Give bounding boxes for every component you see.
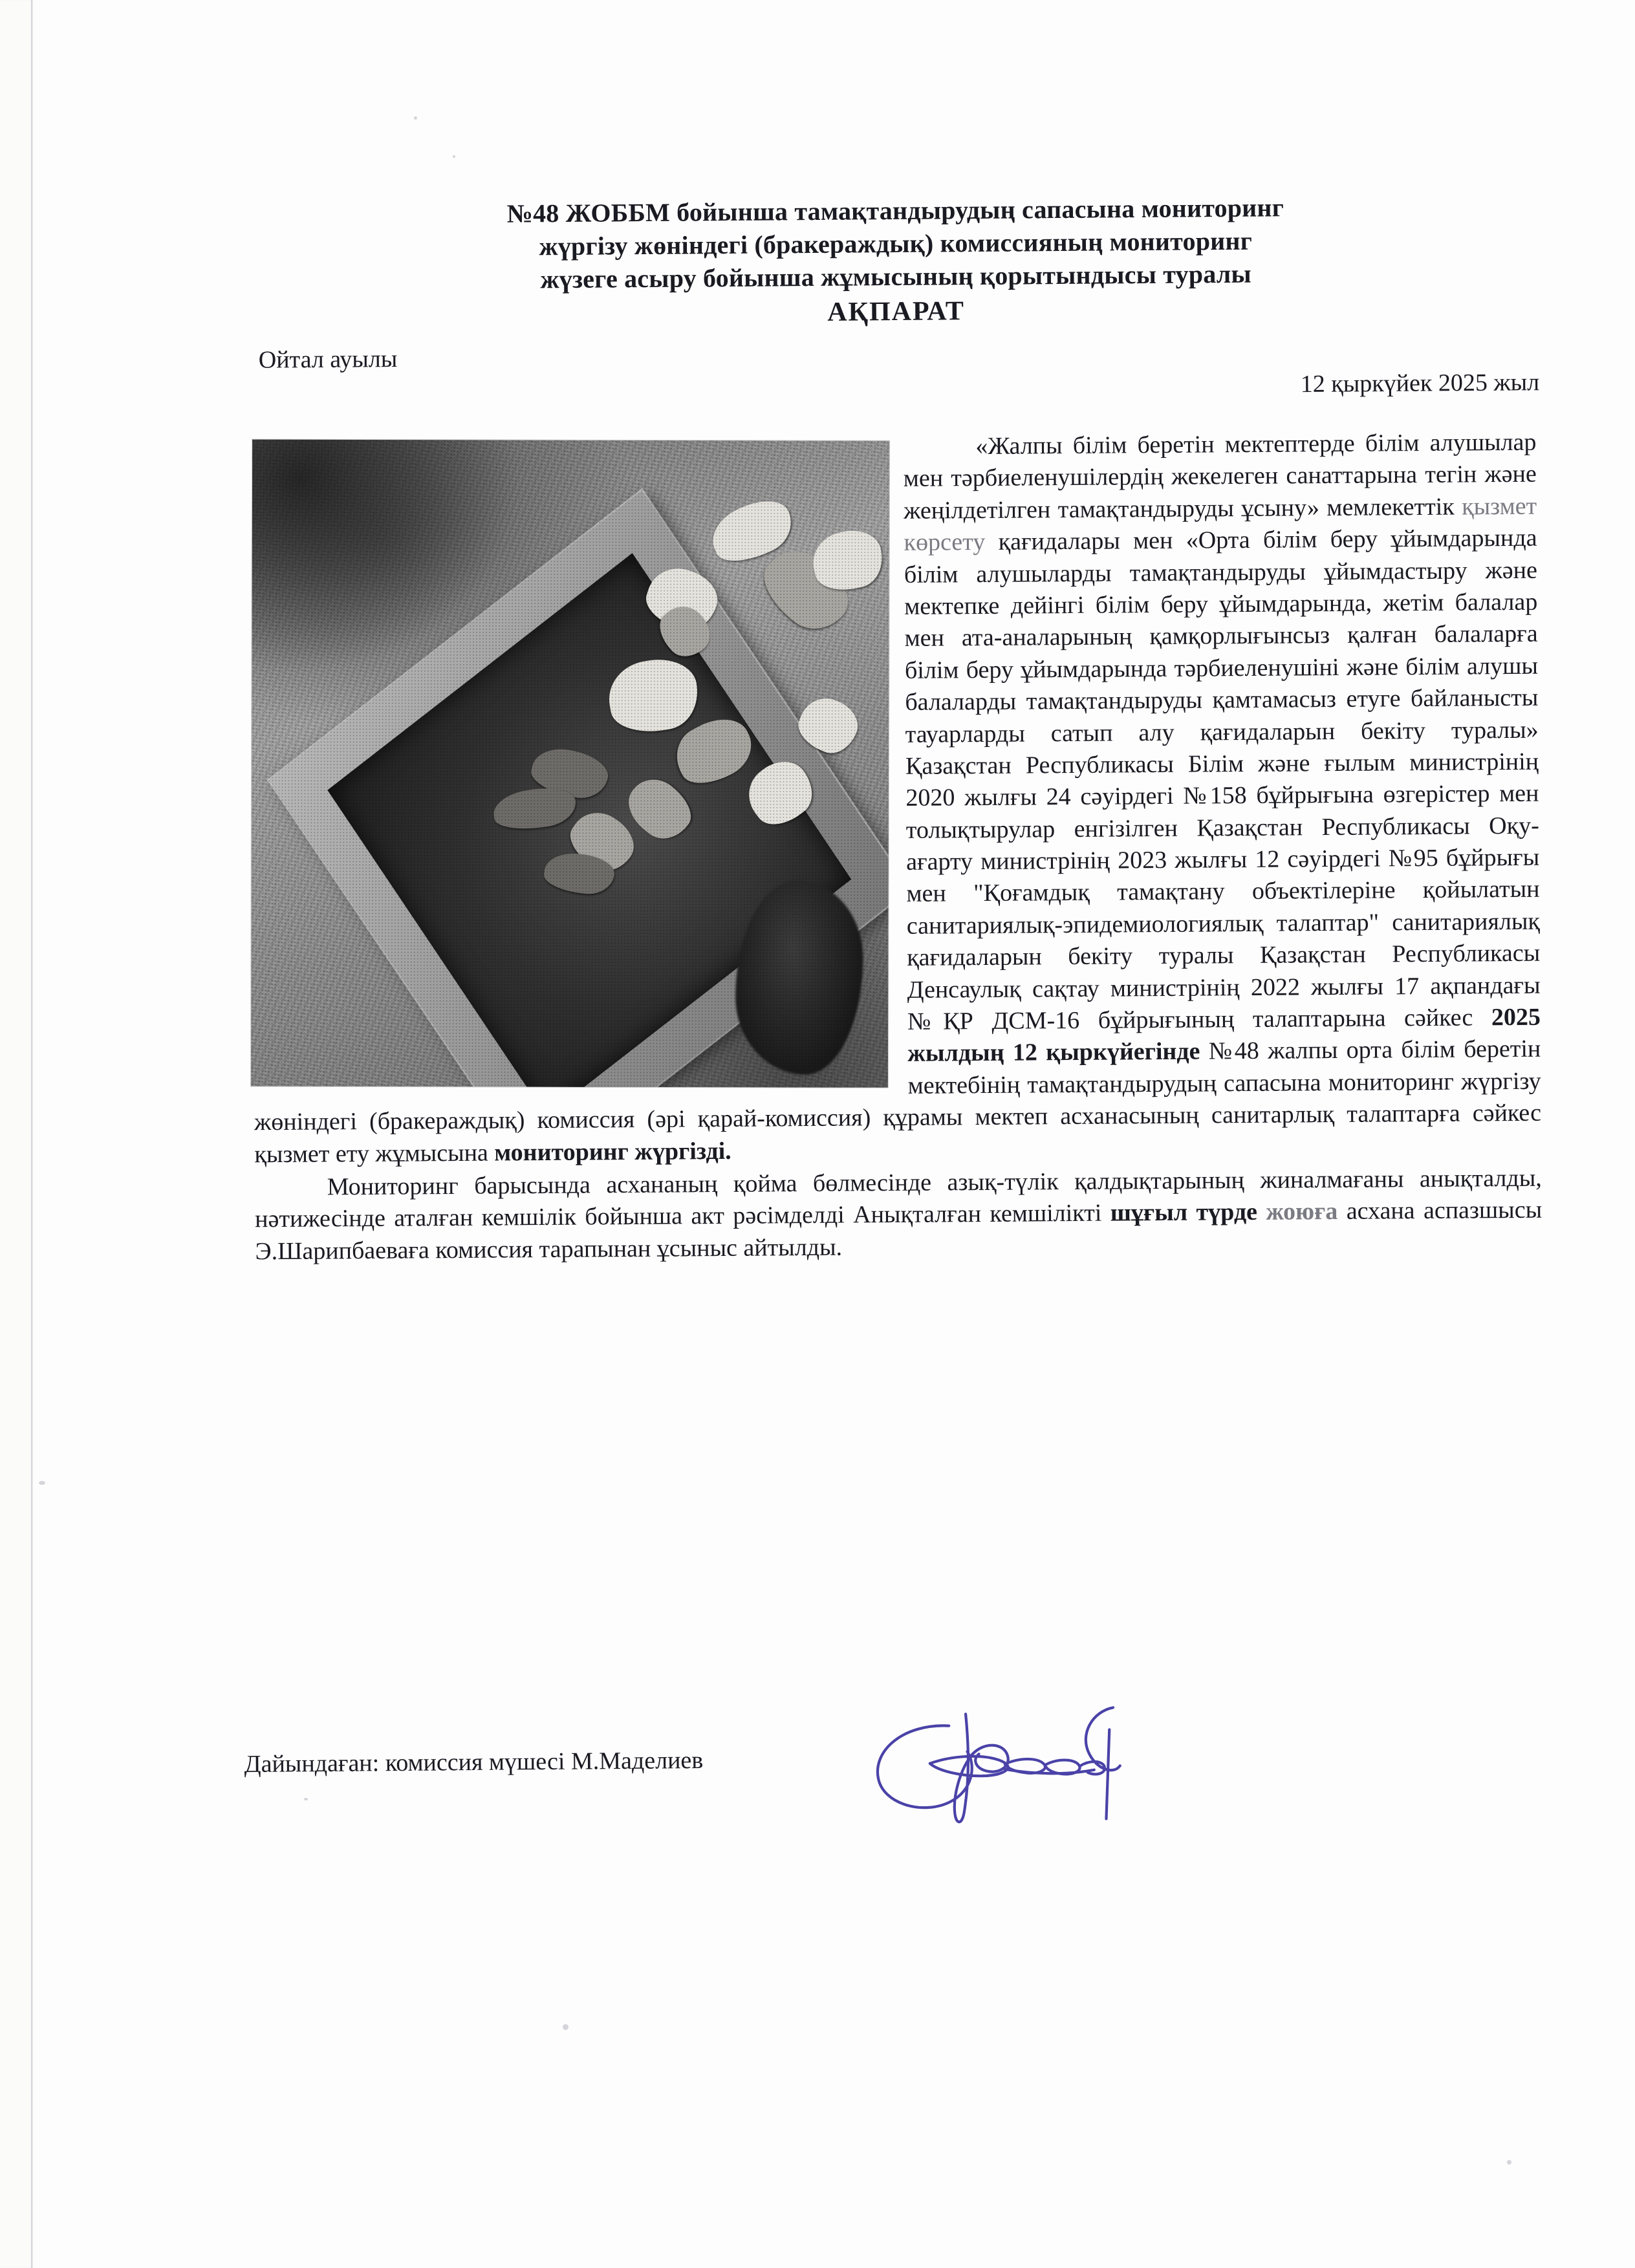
text-run: шұғыл түрде <box>1110 1198 1266 1227</box>
title-line-3: жүзеге асыру бойынша жұмысының қорытындысы туралы <box>540 259 1252 294</box>
scan-speck <box>414 116 417 120</box>
title-heading-akparat: АҚПАРАТ <box>827 296 966 327</box>
document-body <box>249 427 1542 1268</box>
text-run: қағидалары мен «Орта білім беру ұйымдарында білім алушыларды тамақтандыруды ұйымдастыру және мектепке дейінгі білім беру ұйымдарында, жетім балалар мен ата-аналарының қамқорлығынсыз қалған балаларға білім беру ұйымдарында тәрбиеленушіні және білім алушы балаларды тамақтандыруды қамтамасыз етуге байланысты тауарларды сатып алу қағидаларын бекіту туралы» Қазақстан Республикасы Білім және ғылым министрінің 2020 жылғы 24 сәуірдегі №158 бұйрығына өзгерістер мен толықтырулар енгізілген Қазақстан Республикасы Оқу-ағарту министрінің 2023 жылғы 12 сәуірдегі №95 бұйрығы мен "Қоғамдық тамақтану объектілеріне қойылатын санитариялық-эпидемиологиялық талаптар" санитариялық қағидаларын бекіту туралы Қазақстан Республикасы Денсаулық сақтау министрінің 2022 жылғы 17 ақпандағы №ҚР ДСМ-16 бұйрығының талаптарына сәйкес <box>904 524 1541 1036</box>
text-run: қызмет көрсету <box>904 492 1537 557</box>
scan-speck <box>1507 2160 1511 2165</box>
title-line-2: жүргізу жөніндегі (бракераждық) комиссияның мониторинг <box>539 226 1253 261</box>
document-content <box>252 193 1543 1266</box>
text-run: №48 жалпы орта білім беретін мектебінің тамақтандырудың сапасына мониторинг жүргізу жөніндегі (бракераждық) комиссия (әрі қарай-комиссия) құрамы мектеп асханасының санитарлық талаптарға сәйкес қызмет ету жұмысына <box>254 1035 1542 1169</box>
text-run: «Жалпы білім беретін мектептерде білім алушылар мен тәрбиеленушілердің жекелеген санаттарына тегін және жеңілдетілген тамақтандыруды ұсыну» мемлекеттік <box>903 429 1537 524</box>
scan-speck <box>453 155 455 158</box>
document-title <box>391 190 1401 334</box>
text-run: асхана аспазшысы Э.Шарипбаеваға комиссия тарапынан ұсыныс айтылды. <box>255 1196 1543 1266</box>
text-run: мониторинг жүргізді. <box>494 1137 731 1167</box>
scan-edge-artifact <box>0 0 32 2268</box>
handwritten-signature-mark <box>852 1685 1125 1830</box>
place-label: Ойтал ауылы <box>258 345 398 374</box>
title-line-1: №48 ЖОББМ бойынша тамақтандырудың сапасына мониторинг <box>506 193 1284 228</box>
paragraph-2 <box>255 1163 1543 1268</box>
food-waste-photo <box>251 440 889 1088</box>
text-run: жоюға <box>1266 1198 1338 1226</box>
signature-row <box>244 1716 1151 1853</box>
scan-speck <box>39 1481 45 1485</box>
place-date-row <box>252 330 1540 418</box>
text-run: Мониторинг барысында асхананың қойма бөлмесінде азық-түлік қалдықтарының жиналмағаны анықталды, нәтижесінде аталған кемшілік бойынша акт рәсімделді Анықталған кемшілікті <box>255 1164 1542 1233</box>
scan-speck <box>563 2024 568 2030</box>
signature-label: Дайындаған: комиссия мүшесі М.Маделиев <box>244 1746 704 1778</box>
text-run: 2025 жылдың 12 қыркүйегінде <box>907 1004 1541 1068</box>
photo-halftone-layer <box>251 440 889 1088</box>
scan-fold-line <box>31 0 34 2268</box>
date-label: 12 қыркүйек 2025 жыл <box>1300 369 1540 398</box>
